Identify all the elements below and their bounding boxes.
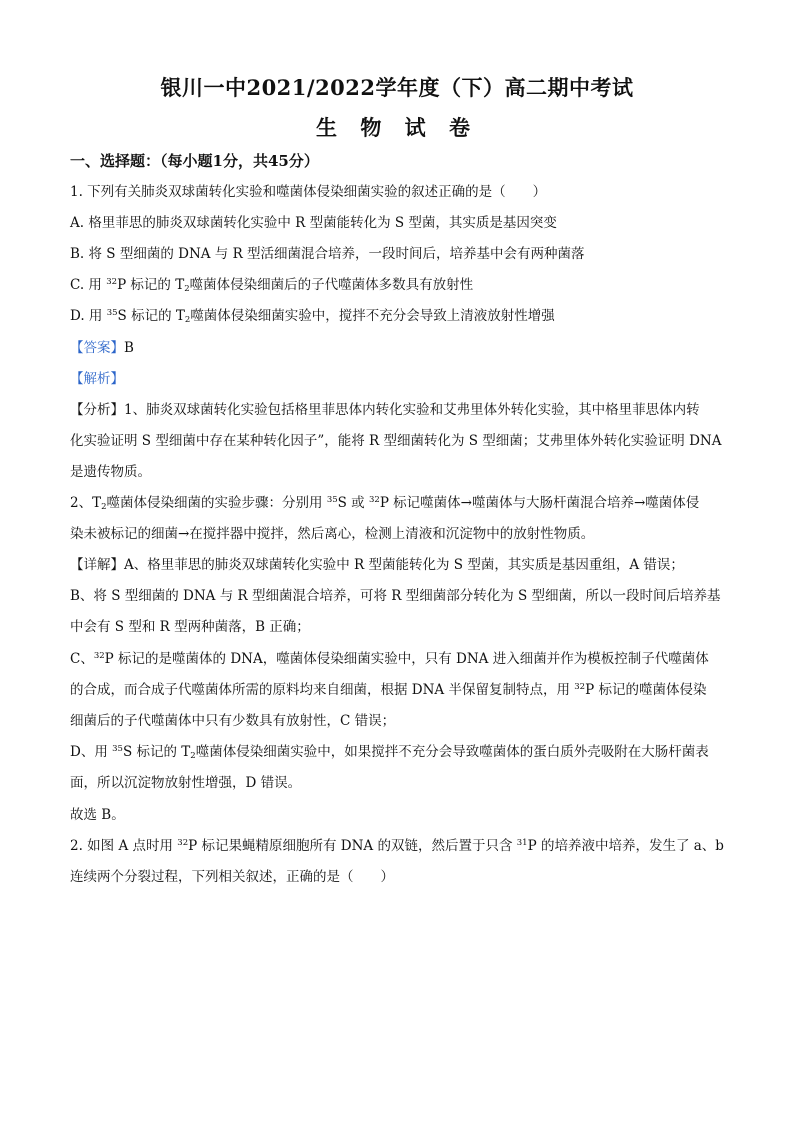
- q1-fenxi-line-3: 是遗传物质。: [70, 464, 151, 480]
- answer-tag: 【答案】: [70, 340, 124, 356]
- q1-step2-line-2: 染未被标记的细菌→在搅拌器中搅拌，然后离心，检测上清液和沉淀物中的放射性物质。: [70, 526, 595, 542]
- q1-stem: 1. 下列有关肺炎双球菌转化实验和噬菌体侵染细菌实验的叙述正确的是（ ）: [70, 184, 547, 200]
- exam-subtitle: 生 物 试 卷: [316, 115, 478, 140]
- q1-detail-c-2: 的合成，而合成子代噬菌体所需的原料均来自细菌，根据 DNA 半保留复制特点，用 $^{32}$P 标记的噬菌体侵染: [70, 682, 707, 698]
- q1-option-c: C. 用 $^{32}$P 标记的 $T_2$噬菌体侵染细菌后的子代噬菌体多数具有放射性: [70, 277, 474, 294]
- section-heading: 一、选择题：（每小题1分，共45分）: [70, 152, 319, 170]
- q1-detail-d-2: 面，所以沉淀物放射性增强，D 错误。: [70, 775, 302, 791]
- q1-detail-a: 【详解】A、格里菲思的肺炎双球菌转化实验中 R 型菌能转化为 S 型菌，其实质是基因重组，A 错误；: [70, 557, 684, 573]
- q1-answer: 【答案】B: [70, 340, 134, 356]
- q1-option-d: D. 用 $^{35}$S 标记的 $T_2$噬菌体侵染细菌实验中，搅拌不充分会导致上清液放射性增强: [70, 308, 555, 325]
- q1-analysis-tag: 【解析】: [70, 371, 124, 387]
- q1-option-a: A. 格里菲思的肺炎双球菌转化实验中 R 型菌能转化为 S 型菌，其实质是基因突变: [70, 215, 557, 231]
- q1-fenxi-line-2: 化实验证明 S 型细菌中存在某种转化因子”，能将 R 型细菌转化为 S 型细菌；艾弗里体外转化实验证明 DNA: [70, 433, 722, 449]
- q1-conclusion: 故选 B。: [70, 807, 125, 823]
- q1-detail-c-3: 细菌后的子代噬菌体中只有少数具有放射性，C 错误；: [70, 713, 396, 729]
- q1-fenxi-line-1: 【分析】1、肺炎双球菌转化实验包括格里菲思体内转化实验和艾弗里体外转化实验，其中格里菲思体内转: [70, 402, 700, 418]
- q1-detail-d-1: D、用 $^{35}$S 标记的 $T_2$噬菌体侵染细菌实验中，如果搅拌不充分会导致噬菌体的蛋白质外壳吸附在大肠杆菌表: [70, 744, 709, 761]
- q2-stem-line-2: 连续两个分裂过程，下列相关叙述，正确的是（ ）: [70, 869, 394, 885]
- q1-detail-b-1: B、将 S 型细菌的 DNA 与 R 型细菌混合培养，可将 R 型细菌部分转化为 S 型细菌，所以一段时间后培养基: [70, 588, 721, 604]
- q2-stem-line-1: 2. 如图 A 点时用 $^{32}$P 标记果蝇精原细胞所有 DNA 的双链，然后置于只含 $^{31}$P 的培养液中培养，发生了 a、b: [70, 838, 724, 854]
- q1-detail-b-2: 中会有 S 型和 R 型两种菌落，B 正确；: [70, 619, 310, 635]
- q1-option-b: B. 将 S 型细菌的 DNA 与 R 型活细菌混合培养，一段时间后，培养基中会有两种菌落: [70, 246, 585, 262]
- exam-title: 银川一中2021/2022学年度（下）高二期中考试: [160, 75, 634, 100]
- q1-step2-line-1: 2、$T_2$噬菌体侵染细菌的实验步骤：分别用 $^{35}$S 或 $^{32}$P 标记噬菌体→噬菌体与大肠杆菌混合培养→噬菌体侵: [70, 495, 700, 512]
- q1-detail-c-1: C、$^{32}$P 标记的是噬菌体的 DNA，噬菌体侵染细菌实验中，只有 DNA 进入细菌并作为模板控制子代噬菌体: [70, 651, 709, 667]
